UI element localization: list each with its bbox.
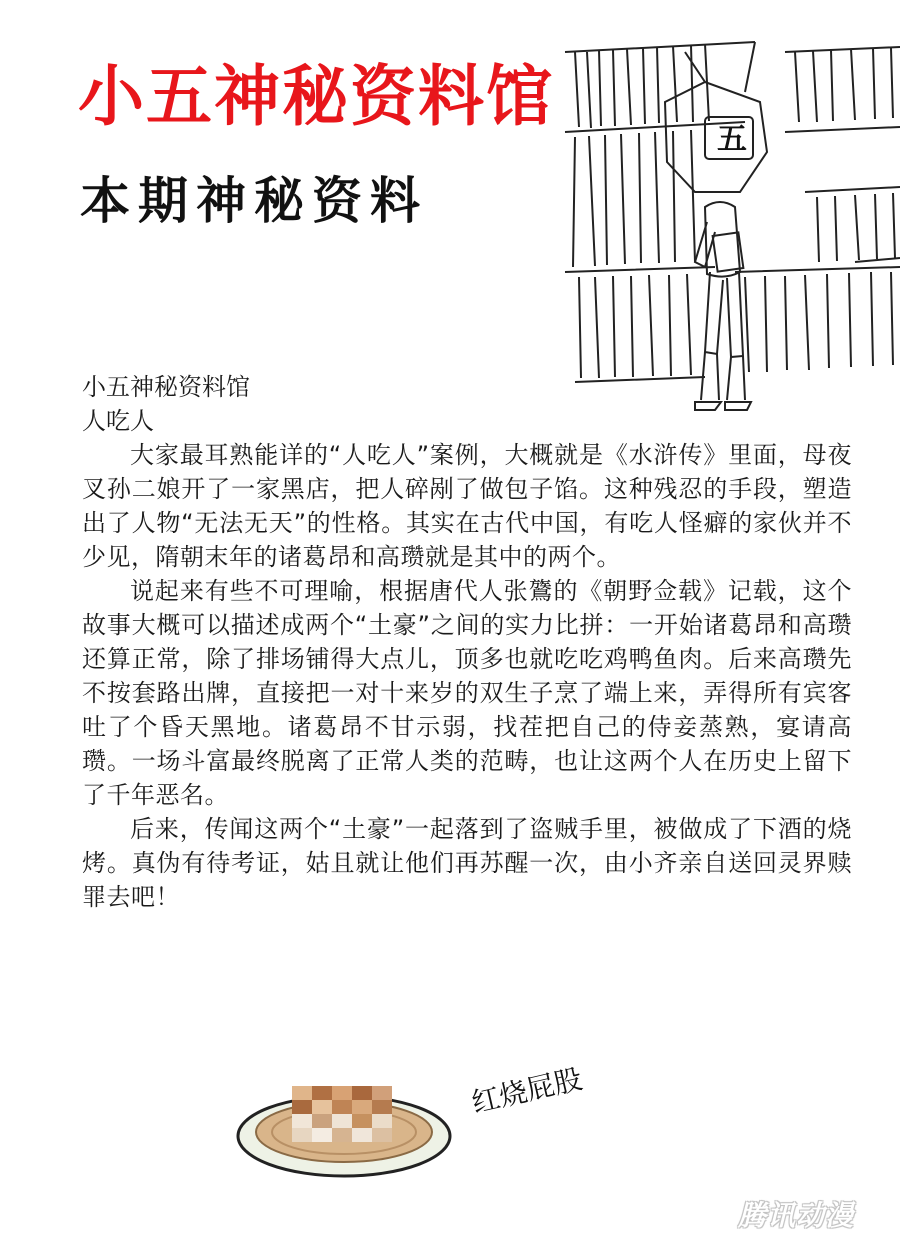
helmet-badge-text: 五 (717, 122, 747, 157)
article-topic: 人吃人 (82, 407, 154, 435)
watermark-logo: 腾讯动漫 (738, 1199, 855, 1232)
pixelated-food (292, 1086, 392, 1142)
article-paragraph: 后来，传闻这两个“土豪”一起落到了盗贼手里，被做成了下酒的烧烤。真伪有待考证，姑且就让他们再苏醒一次，由小齐亲自送回灵界赎罪去吧！ (82, 815, 852, 911)
braised-dish-illustration (232, 1058, 462, 1188)
article-paragraph: 说起来有些不可理喻，根据唐代人张鷟的《朝野佥载》记载，这个故事大概可以描述成两个“土豪”之间的实力比拼：一开始诸葛昂和高瓒还算正常，除了排场铺得大点儿，顶多也就吃吃鸡鸭鱼肉。后来高瓒先不按套路出牌，直接把一对十来岁的双生子烹了端上来，弄得所有宾客吐了个昏天黑地。诸葛昂不甘示弱，找茬把自己的侍妾蒸熟，宴请高瓒。一场斗富最终脱离了正常人类的范畴，也让这两个人在历史上留下了千年恶名。 (82, 577, 852, 809)
article-paragraph: 大家最耳熟能详的“人吃人”案例，大概就是《水浒传》里面，母夜叉孙二娘开了一家黑店，把人碎剐了做包子馅。这种残忍的手段，塑造出了人物“无法无天”的性格。其实在古代中国，有吃人怪癖的家伙并不少见，隋朝末年的诸葛昂和高瓒就是其中的两个。 (82, 441, 852, 571)
column-name: 小五神秘资料馆 (82, 373, 250, 401)
page-title: 小五神秘资料馆 (78, 58, 554, 135)
dish-label: 红烧屁股 (468, 1062, 586, 1120)
article-body (82, 370, 852, 914)
page-subtitle: 本期神秘资料 (80, 172, 428, 230)
bookshelf-character-illustration (555, 22, 900, 417)
